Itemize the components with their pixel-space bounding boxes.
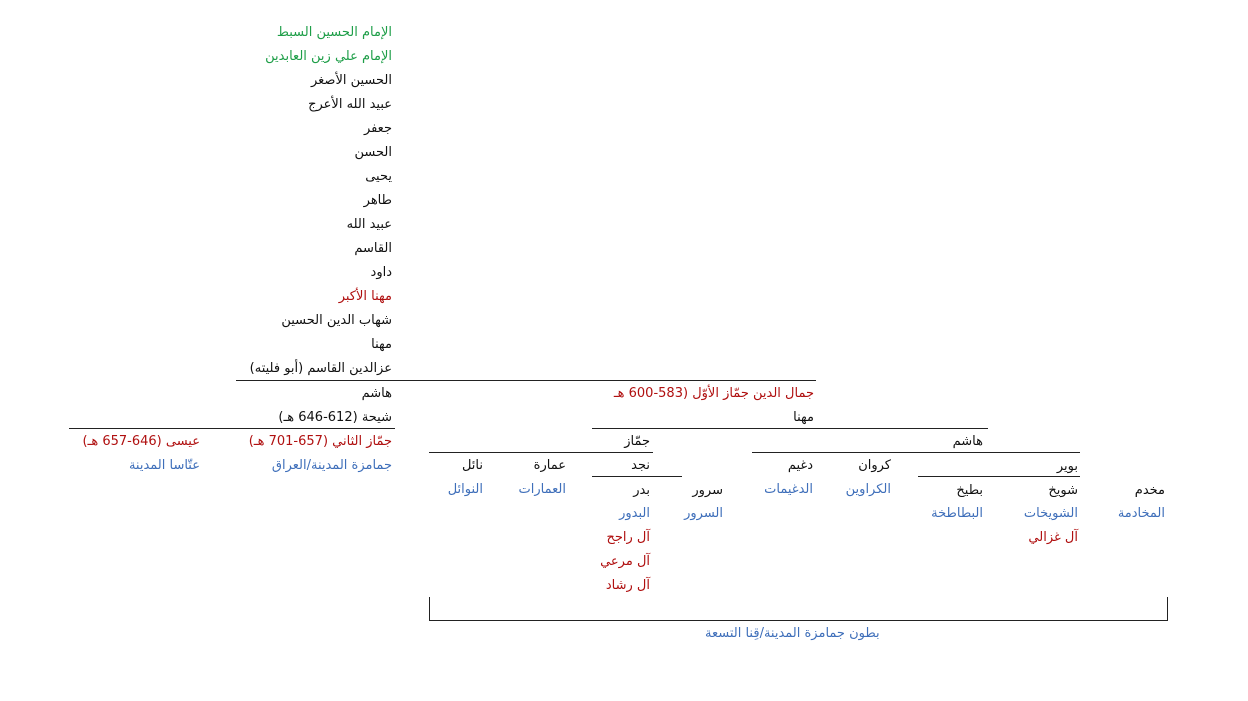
node-mukhdim: مخدم [1134, 483, 1165, 498]
shiha-children-line [69, 428, 395, 429]
lineage-person: الإمام الحسين السبط [276, 25, 392, 40]
lineage-person: عبيد الله الأعرج [308, 97, 392, 112]
lineage-person: مهنا [371, 337, 392, 352]
lineage-person: الإمام علي زين العابدين [265, 49, 392, 64]
buwayr-children-line [918, 476, 1080, 477]
lineage-person: جعفر [363, 121, 392, 136]
najd-children-line [592, 476, 682, 477]
node-jammaz: جمّاز [624, 434, 650, 449]
node-ammara: عمارة [533, 458, 566, 473]
node-surur: سرور [692, 483, 723, 498]
clan-surur: السرور [684, 506, 723, 521]
clan-isa: عتّاسا المدينة [128, 458, 200, 473]
clan-shuwaykhat: الشويخات [1023, 506, 1078, 521]
node-shiha: شيحة (612-646 هـ) [278, 410, 392, 425]
lineage-person: القاسم [354, 241, 392, 256]
clan-ammarat: العمارات [518, 482, 566, 497]
clan-al-ghazali: آل غزالي [1028, 530, 1078, 545]
node-butayh: بطيخ [956, 483, 983, 498]
node-hashim-right: هاشم [952, 434, 983, 449]
clan-al-rashad: آل رشاد [605, 578, 650, 593]
lineage-person: الحسين الأصغر [310, 73, 392, 88]
lineage-person: طاهر [363, 193, 392, 208]
lineage-divider [236, 380, 816, 381]
node-dughaym: دغيم [787, 458, 813, 473]
clan-karawin: الكراوين [845, 482, 891, 497]
clan-dughaymat: الدغيمات [764, 482, 813, 497]
clan-batatikha: البطاطخة [931, 506, 983, 521]
bracket-bottom-line [429, 620, 1168, 621]
node-isa: عيسى (646-657 هـ) [82, 434, 200, 449]
node-jamaluddin-jammaz: جمال الدين جمّاز الأوّل (583-600 هـ [613, 386, 814, 401]
node-karwan: كروان [858, 458, 891, 473]
node-muhanna-right: مهنا [793, 410, 814, 425]
node-nail: نائل [461, 458, 483, 473]
footer-caption: بطون جمامزة المدينة/قِنا التسعة [705, 626, 880, 641]
lineage-person: الحسن [354, 145, 392, 160]
bracket-right-edge [1167, 597, 1168, 620]
muhanna-children-line [592, 428, 988, 429]
clan-al-murai: آل مرعي [600, 554, 650, 569]
node-badr: بدر [633, 483, 650, 498]
hashim-children-line [752, 452, 1080, 453]
lineage-person: داود [370, 265, 392, 280]
clan-jammaz-second: جمامزة المدينة/العراق [271, 458, 392, 473]
node-jammaz-second: جمّاز الثاني (657-701 هـ) [248, 434, 392, 449]
lineage-person: مهنا الأكبر [338, 289, 392, 304]
bracket-left-edge [429, 597, 430, 620]
lineage-person: عزالدين القاسم (أبو فليته) [249, 361, 392, 376]
clan-budur: البدور [619, 506, 650, 521]
lineage-person: يحيى [365, 169, 392, 184]
clan-al-rajih: آل راجح [606, 530, 650, 545]
node-buwayr: بوير [1056, 459, 1078, 474]
node-hashim-left: هاشم [361, 386, 392, 401]
clan-nawail: النوائل [447, 482, 483, 497]
node-najd: نجد [631, 458, 650, 473]
jammaz-children-line [429, 452, 653, 453]
lineage-person: شهاب الدين الحسين [281, 313, 392, 328]
clan-makhadima: المخادمة [1117, 506, 1165, 521]
node-shuwaykh: شويخ [1048, 483, 1078, 498]
lineage-person: عبيد الله [346, 217, 392, 232]
